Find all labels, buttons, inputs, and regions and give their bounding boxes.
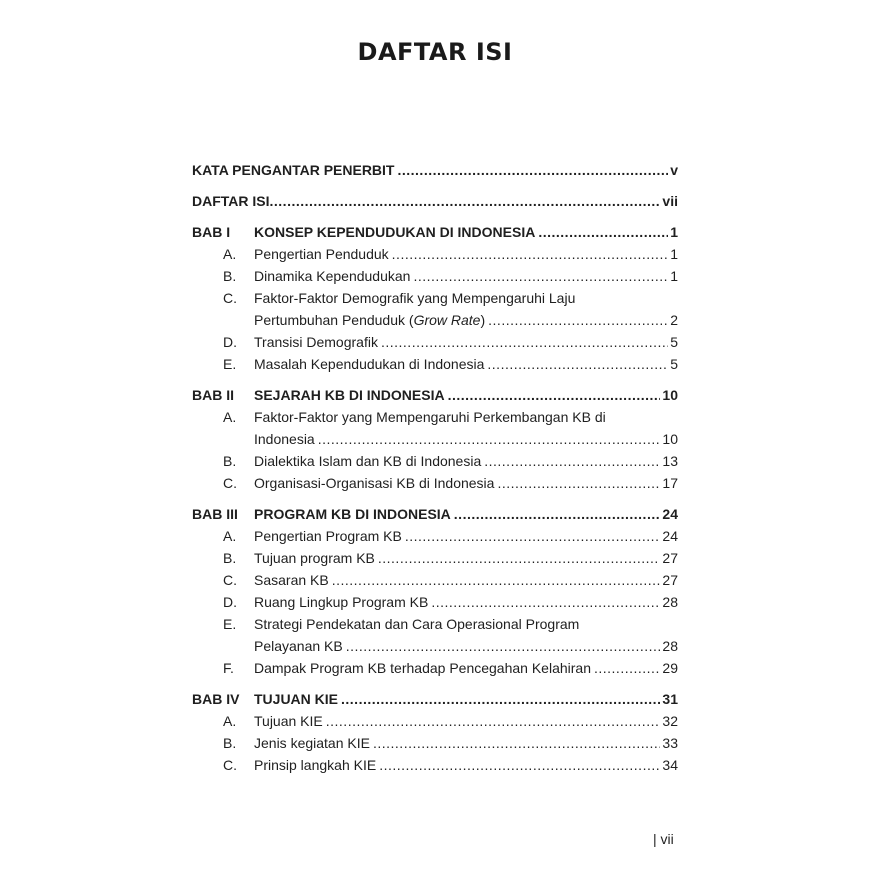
dot-leader	[381, 331, 668, 353]
chapter-heading-bab-1[interactable]	[192, 221, 678, 243]
toc-entry-kata-pengantar[interactable]	[192, 159, 678, 181]
dot-leader	[594, 657, 660, 679]
toc-entry-daftar-isi[interactable]	[192, 190, 678, 212]
dot-leader	[392, 243, 669, 265]
item-text: Tujuan program KB	[254, 550, 375, 566]
item-letter: C.	[223, 290, 237, 306]
dot-leader	[332, 569, 661, 591]
chapter-heading-bab-4[interactable]	[192, 688, 678, 710]
chapter-number: BAB IV	[192, 691, 240, 707]
toc-item[interactable]	[192, 243, 678, 265]
item-text-line1: Faktor-Faktor yang Mempengaruhi Perkembangan KB di	[254, 409, 606, 425]
toc-item-continuation[interactable]	[192, 635, 678, 657]
item-text: Prinsip langkah KIE	[254, 757, 377, 773]
chapter-page: 1	[670, 224, 678, 240]
toc-item-continuation[interactable]	[192, 428, 678, 450]
dot-leader	[484, 450, 660, 472]
toc-item[interactable]	[192, 450, 678, 472]
item-letter: B.	[223, 268, 237, 284]
toc-item[interactable]	[192, 287, 678, 309]
item-page: 1	[670, 268, 678, 284]
item-page: 17	[662, 475, 678, 491]
dot-leader	[431, 591, 660, 613]
chapter-page: 10	[662, 387, 678, 403]
item-letter: A.	[223, 528, 237, 544]
dot-leader	[373, 732, 660, 754]
item-letter: E.	[223, 356, 237, 372]
chapter-heading-bab-2[interactable]	[192, 384, 678, 406]
chapter-number: BAB I	[192, 224, 231, 240]
item-text-line2: Indonesia	[254, 431, 315, 447]
item-page: 27	[662, 550, 678, 566]
dot-leader	[378, 547, 661, 569]
item-letter: C.	[223, 757, 237, 773]
dot-leader	[270, 190, 661, 212]
item-text: Tujuan KIE	[254, 713, 323, 729]
item-page: 33	[662, 735, 678, 751]
item-text: Transisi Demografik	[254, 334, 378, 350]
item-letter: B.	[223, 735, 237, 751]
dot-leader	[346, 635, 661, 657]
item-text: Dampak Program KB terhadap Pencegahan Kelahiran	[254, 660, 591, 676]
item-text: Ruang Lingkup Program KB	[254, 594, 429, 610]
item-text: Dinamika Kependudukan	[254, 268, 411, 284]
toc-item[interactable]	[192, 331, 678, 353]
toc-item[interactable]	[192, 472, 678, 494]
toc-item[interactable]	[192, 591, 678, 613]
item-letter: E.	[223, 616, 237, 632]
dot-leader	[538, 221, 668, 243]
item-letter: B.	[223, 453, 237, 469]
chapter-page: 31	[662, 691, 678, 707]
item-letter: A.	[223, 713, 237, 729]
item-page: 5	[670, 356, 678, 372]
item-text-line1: Faktor-Faktor Demografik yang Mempengaruhi Laju	[254, 290, 576, 306]
chapter-number: BAB III	[192, 506, 238, 522]
dot-leader	[405, 525, 661, 547]
toc-item[interactable]	[192, 657, 678, 679]
page-footer	[653, 831, 674, 847]
item-letter: C.	[223, 475, 237, 491]
item-letter: F.	[223, 660, 234, 676]
item-page: 28	[662, 594, 678, 610]
item-letter: D.	[223, 334, 237, 350]
item-page: 1	[670, 246, 678, 262]
chapter-title: KONSEP KEPENDUDUKAN DI INDONESIA	[254, 224, 536, 240]
item-page: 2	[670, 312, 678, 328]
toc-item[interactable]	[192, 353, 678, 375]
item-letter: B.	[223, 550, 237, 566]
dot-leader	[326, 710, 661, 732]
toc-entry-label: KATA PENGANTAR PENERBIT	[192, 162, 395, 178]
dot-leader	[497, 472, 660, 494]
chapter-title: TUJUAN KIE	[254, 691, 339, 707]
item-page: 32	[662, 713, 678, 729]
toc-item[interactable]	[192, 569, 678, 591]
page-number: vii	[660, 831, 674, 847]
item-text-line2: Pertumbuhan Penduduk (Grow Rate)	[254, 312, 486, 328]
toc-entry-page: vii	[662, 193, 678, 209]
item-text: Dialektika Islam dan KB di Indonesia	[254, 453, 482, 469]
toc-entry-page: v	[670, 162, 678, 178]
dot-leader	[487, 353, 668, 375]
dot-leader	[448, 384, 661, 406]
toc-item[interactable]	[192, 710, 678, 732]
toc-item[interactable]	[192, 754, 678, 776]
footer-separator: |	[653, 831, 657, 847]
chapter-number: BAB II	[192, 387, 234, 403]
item-letter: A.	[223, 409, 237, 425]
item-page: 13	[662, 453, 678, 469]
toc-item[interactable]	[192, 613, 678, 635]
item-text-line2: Pelayanan KB	[254, 638, 343, 654]
toc-entry-label: DAFTAR ISI	[192, 193, 270, 209]
item-letter: D.	[223, 594, 237, 610]
dot-leader	[341, 688, 660, 710]
item-page: 10	[662, 431, 678, 447]
item-text-italic: Grow Rate	[413, 312, 481, 328]
item-page: 5	[670, 334, 678, 350]
item-text: Jenis kegiatan KIE	[254, 735, 370, 751]
item-letter: A.	[223, 246, 237, 262]
table-of-contents	[192, 159, 678, 776]
chapter-title: SEJARAH KB DI INDONESIA	[254, 387, 445, 403]
item-letter: C.	[223, 572, 237, 588]
toc-item-continuation[interactable]	[192, 309, 678, 331]
dot-leader	[454, 503, 661, 525]
item-page: 34	[662, 757, 678, 773]
item-page: 27	[662, 572, 678, 588]
item-text: Pengertian Program KB	[254, 528, 402, 544]
toc-item[interactable]	[192, 265, 678, 287]
dot-leader	[379, 754, 660, 776]
item-page: 24	[662, 528, 678, 544]
dot-leader	[397, 159, 668, 181]
dot-leader	[488, 309, 668, 331]
item-text: Pengertian Penduduk	[254, 246, 389, 262]
item-text: Organisasi-Organisasi KB di Indonesia	[254, 475, 495, 491]
item-text: Sasaran KB	[254, 572, 329, 588]
item-text: Masalah Kependudukan di Indonesia	[254, 356, 485, 372]
toc-item[interactable]	[192, 525, 678, 547]
item-page: 29	[662, 660, 678, 676]
chapter-title: PROGRAM KB DI INDONESIA	[254, 506, 451, 522]
item-text-line1: Strategi Pendekatan dan Cara Operasional Program	[254, 616, 580, 632]
chapter-page: 24	[662, 506, 678, 522]
toc-item[interactable]	[192, 547, 678, 569]
chapter-heading-bab-3[interactable]	[192, 503, 678, 525]
item-page: 28	[662, 638, 678, 654]
page-title: DAFTAR ISI	[357, 38, 513, 66]
dot-leader	[413, 265, 668, 287]
toc-item[interactable]	[192, 406, 678, 428]
toc-item[interactable]	[192, 732, 678, 754]
dot-leader	[318, 428, 661, 450]
